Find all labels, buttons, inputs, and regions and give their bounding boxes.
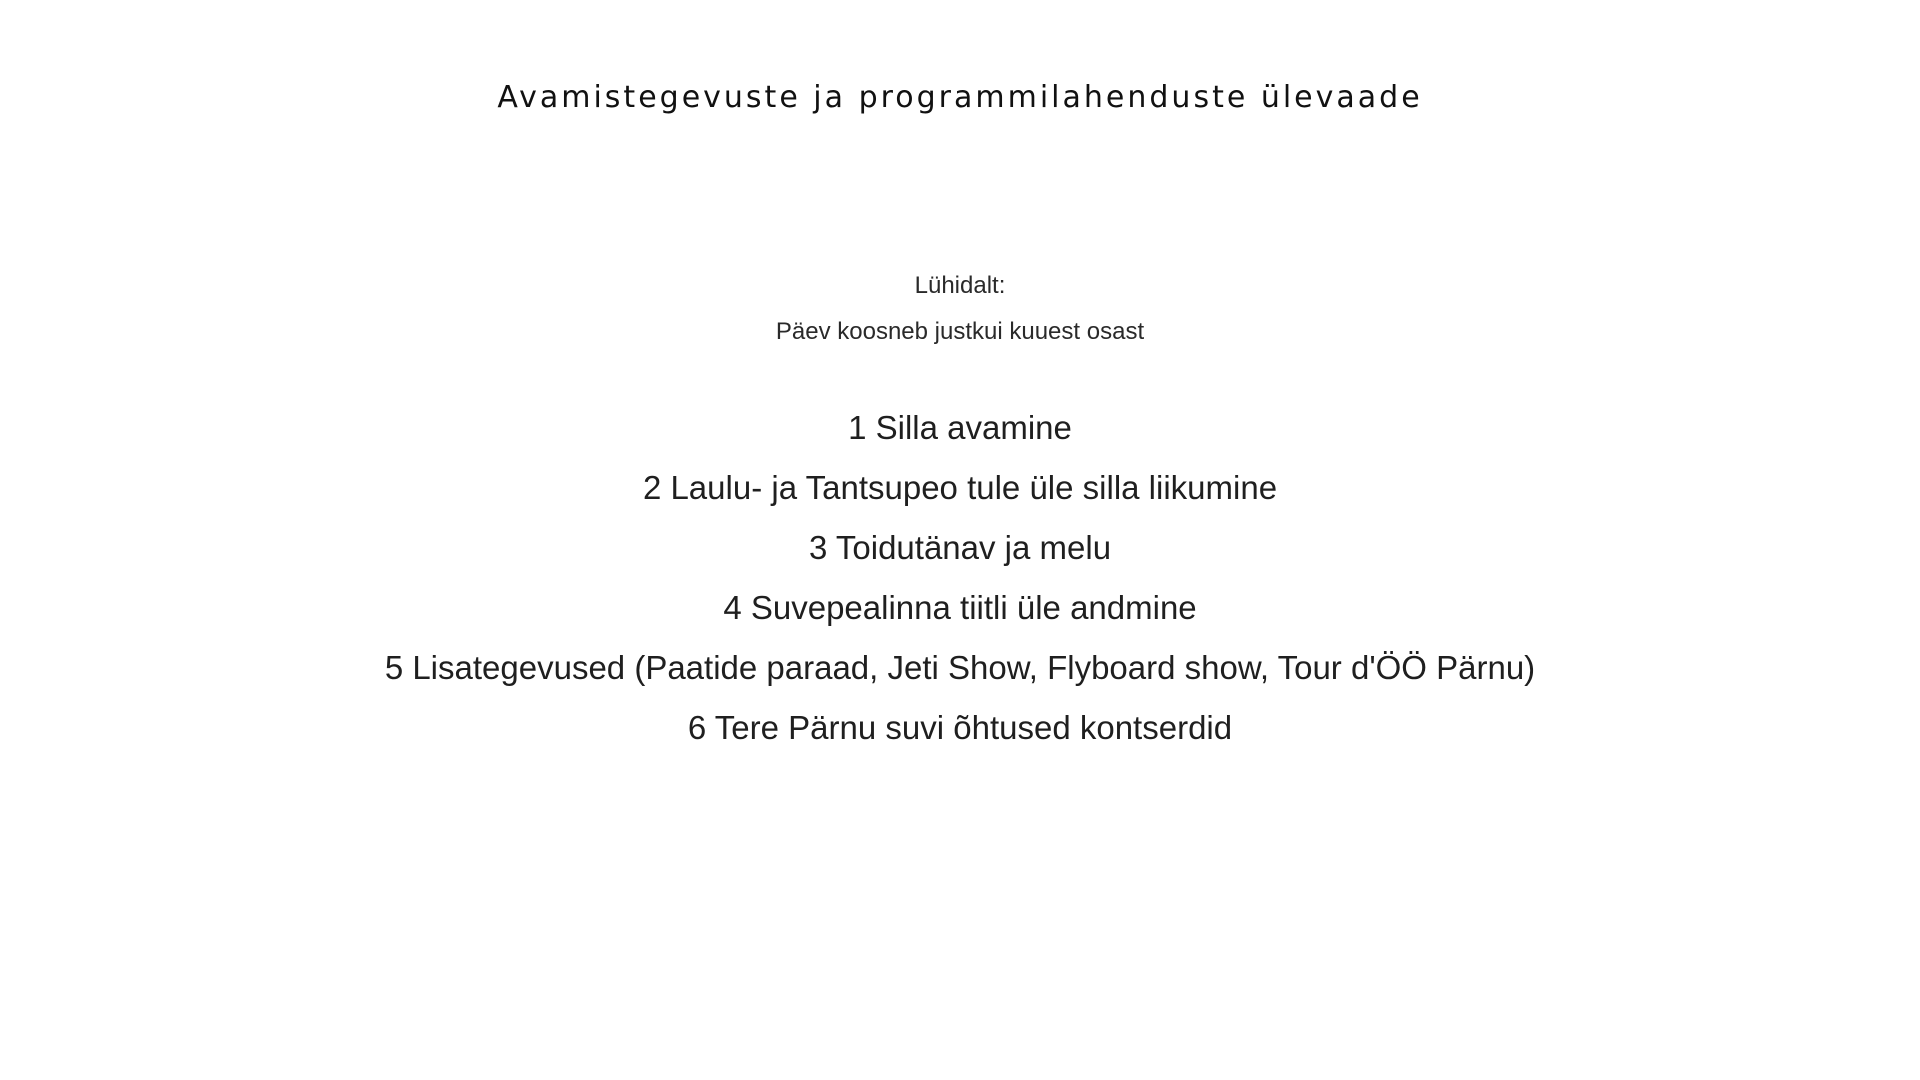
program-item-1: 1 Silla avamine bbox=[848, 409, 1072, 446]
program-item-2: 2 Laulu- ja Tantsupeo tule üle silla liikumine bbox=[642, 469, 1278, 506]
program-list bbox=[0, 398, 1920, 758]
program-item-3: 3 Toidutänav ja melu bbox=[808, 529, 1112, 566]
summary-section bbox=[0, 263, 1920, 355]
page-title: Avamistegevuste ja programmilahenduste ülevaade bbox=[497, 80, 1423, 115]
summary-heading: Lühidalt: bbox=[914, 272, 1006, 299]
program-item-6: 6 Tere Pärnu suvi õhtused kontserdid bbox=[687, 709, 1233, 746]
summary-intro: Päev koosneb justkui kuuest osast bbox=[775, 318, 1145, 345]
program-item-4: 4 Suvepealinna tiitli üle andmine bbox=[723, 589, 1197, 626]
program-item-5: 5 Lisategevused (Paatide paraad, Jeti Show, Flyboard show, Tour d'ÖÖ Pärnu) bbox=[384, 649, 1536, 686]
